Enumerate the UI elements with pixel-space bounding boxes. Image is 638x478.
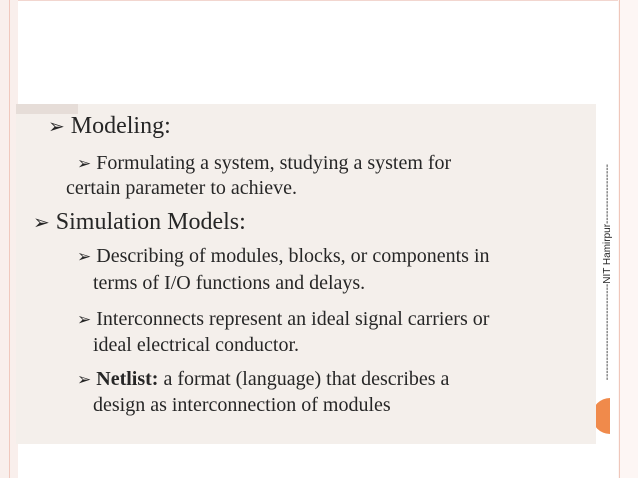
bullet-text: design as interconnection of modules: [93, 394, 391, 416]
bullet-text: certain parameter to achieve.: [66, 177, 297, 199]
bullet-text: Interconnects represent an ideal signal carriers or: [96, 308, 490, 330]
sidebar-footer: [600, 163, 614, 381]
bullet-text: ideal electrical conductor.: [93, 334, 300, 356]
netlist-term: Netlist:: [96, 368, 159, 390]
arrow-bullet-icon: ➢: [48, 114, 65, 138]
right-decor-band: [618, 0, 638, 478]
arrow-bullet-icon: ➢: [33, 210, 50, 234]
bullet-modeling-sub: [77, 152, 451, 175]
bullet-text: a format (language) that describes a: [158, 368, 450, 390]
bullet-modeling: [48, 113, 171, 140]
arrow-bullet-icon: ➢: [77, 370, 92, 390]
sidebar-footer-text: -----------------------------NIT Hamirpur------------------: [601, 163, 613, 381]
right-decor-line: [619, 0, 620, 478]
bullet-text: Simulation Models:: [55, 209, 246, 235]
top-rule: [18, 0, 618, 1]
bullet-netlist: [77, 368, 449, 391]
arrow-bullet-icon: ➢: [77, 154, 92, 174]
bullet-sim-sub2: [77, 308, 489, 331]
arrow-bullet-icon: ➢: [77, 247, 92, 267]
bullet-text: terms of I/O functions and delays.: [93, 272, 366, 294]
bullet-text: Describing of modules, blocks, or components in: [96, 245, 490, 267]
bullet-sim-sub1: [77, 245, 490, 268]
bullet-continuation: [66, 177, 297, 200]
bullet-text: Formulating a system, studying a system for: [96, 152, 452, 174]
bullet-continuation: [93, 334, 299, 357]
bullet-simulation-models: [33, 209, 246, 236]
bullet-continuation: [93, 394, 391, 417]
left-decor-line: [9, 0, 10, 478]
arrow-bullet-icon: ➢: [77, 310, 92, 330]
bullet-continuation: [93, 272, 365, 295]
bullet-text: Modeling:: [70, 113, 171, 139]
